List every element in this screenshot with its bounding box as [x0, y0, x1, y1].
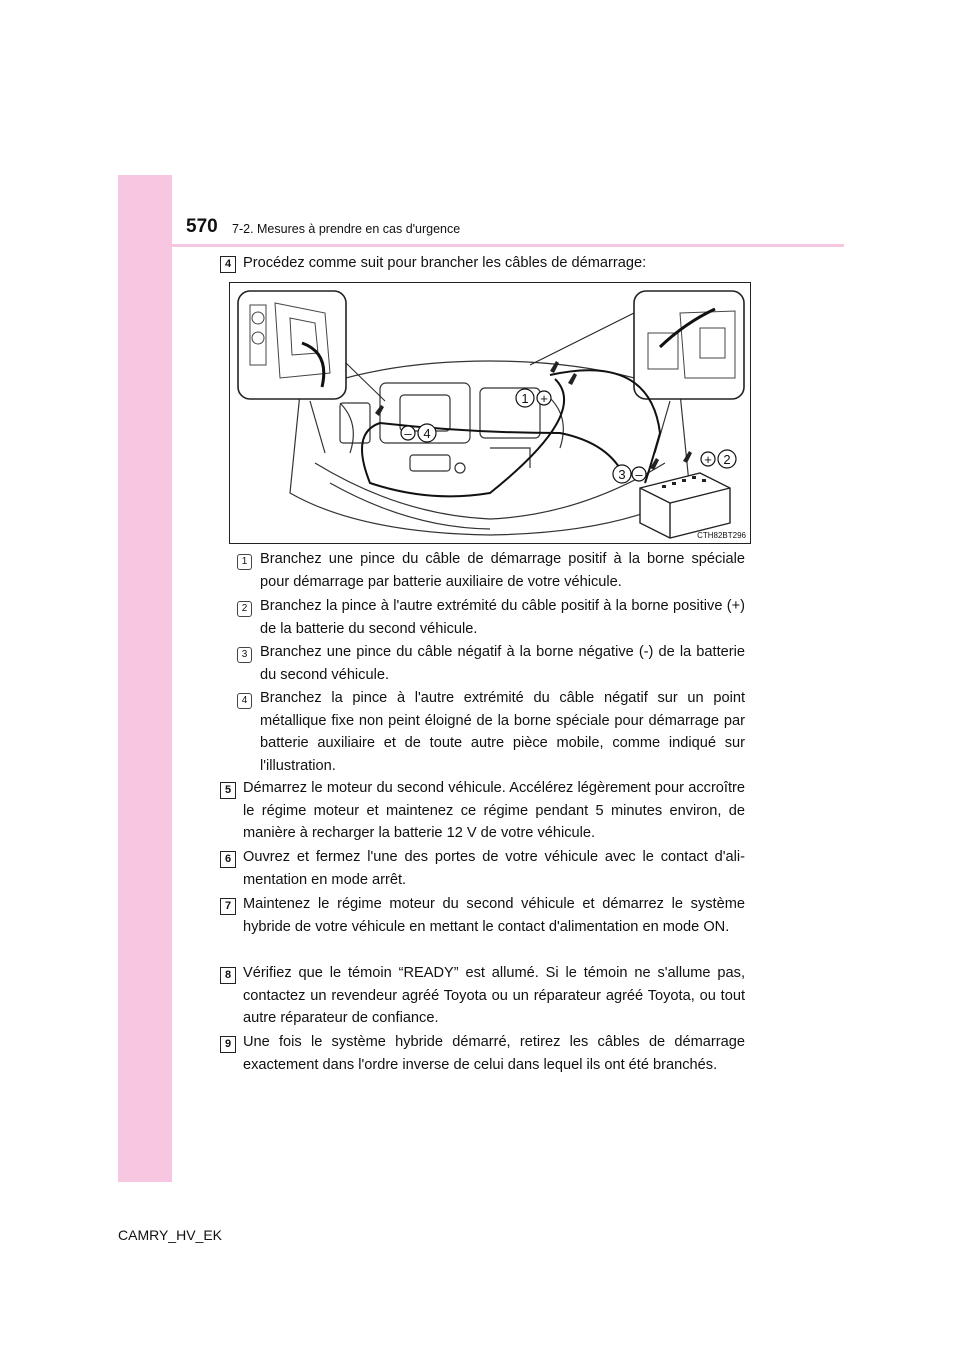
substep-text: Branchez une pince du câble de démarrage positif à la borne spéciale pour démarrage par batterie auxiliaire de votre véhicule. [260, 551, 745, 590]
step-text: Démarrez le moteur du second véhicule. Accélérez légèrement pour accroître le régime moteur et maintenez ce régime pendant 5 minutes environ, de manière à recharger la batterie 12 V de votre véhicule. [243, 780, 745, 842]
step-number-badge: 9 [220, 1036, 236, 1053]
step-text: Une fois le système hybride démarré, retirez les câbles de démarrage exactement dans l'ordre inverse de celui dans lequel ils ont été branchés. [243, 1034, 745, 1073]
substep-text: Branchez la pince à l'autre extrémité du câble négatif sur un point métallique fixe non peint éloigné de la borne spéciale pour démarrage par batterie auxiliaire et de toute autre pièce mobile, comme indiqué sur l'illustration. [260, 690, 745, 774]
step-number-badge: 8 [220, 967, 236, 984]
substep-number-badge: 4 [237, 693, 252, 709]
step-number-badge: 6 [220, 851, 236, 868]
side-tab-band [118, 175, 172, 1182]
engine-bay-drawing [230, 283, 750, 543]
callout-3: 3 [618, 467, 626, 482]
substep-number-badge: 1 [237, 554, 252, 570]
model-code: CAMRY_HV_EK [118, 1227, 223, 1243]
substep-text: Branchez une pince du câble négatif à la borne négative (-) de la batterie du second véhicule. [260, 644, 745, 683]
step-text: Ouvrez et fermez l'une des portes de votre véhicule avec le contact d'alimentation en mode arrêt. [243, 849, 745, 888]
step-number-badge: 5 [220, 782, 236, 799]
header-rule [172, 244, 844, 247]
step-text: Procédez comme suit pour brancher les câbles de démarrage: [243, 255, 647, 271]
step-text: Maintenez le régime moteur du second véhicule et démarrez le système hybride de votre véhicule en mettant le contact d'alimentation en mode ON. [243, 896, 745, 935]
step-number-badge: 4 [220, 256, 236, 273]
callout-2: 2 [723, 452, 731, 467]
plus-symbol: + [540, 391, 548, 406]
jump-start-illustration [229, 282, 751, 544]
substep-number-badge: 3 [237, 647, 252, 663]
step-text: Vérifiez que le témoin “READY” est allumé. Si le témoin ne s'allume pas, contactez un revendeur agréé Toyota ou un réparateur agréé Toyota, ou tout autre réparateur de confiance. [243, 965, 745, 1027]
page-number: 570 [186, 216, 218, 237]
section-title: 7-2. Mesures à prendre en cas d'urgence [232, 222, 461, 236]
figure-code: CTH82BT296 [697, 531, 746, 540]
step-number-badge: 7 [220, 898, 236, 915]
substep-text: Branchez la pince à l'autre extrémité du câble positif à la borne positive (+) de la batterie du second véhicule. [260, 598, 745, 637]
plus-symbol: + [704, 452, 712, 467]
callout-4: 4 [423, 426, 431, 441]
minus-symbol: – [404, 426, 412, 441]
substep-number-badge: 2 [237, 601, 252, 617]
minus-symbol: – [635, 467, 643, 482]
callout-1: 1 [521, 391, 529, 406]
